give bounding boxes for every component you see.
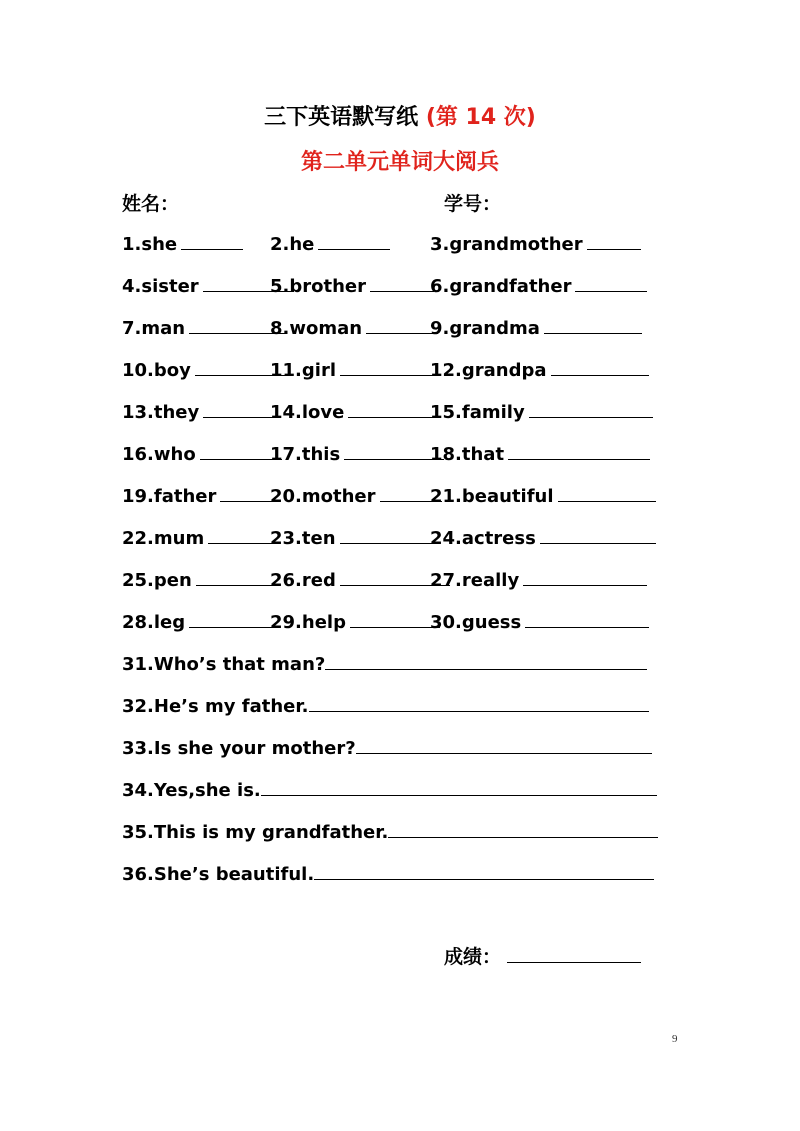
answer-blank[interactable] xyxy=(314,862,654,880)
word-label: 4.sister xyxy=(122,276,199,297)
answer-blank[interactable] xyxy=(366,316,438,334)
answer-blank[interactable] xyxy=(261,778,657,796)
sentence-label: 34.Yes,she is. xyxy=(122,780,261,801)
word-label: 1.she xyxy=(122,234,178,255)
word-label: 10.boy xyxy=(122,360,191,381)
word-label: 6.grandfather xyxy=(430,276,572,297)
word-label: 25.pen xyxy=(122,570,192,591)
page-title xyxy=(0,100,800,131)
answer-blank[interactable] xyxy=(523,568,647,586)
word-label: 17.this xyxy=(270,444,341,465)
word-label: 9.grandma xyxy=(430,318,540,339)
answer-blank[interactable] xyxy=(340,358,440,376)
sentence-label: 33.Is she your mother? xyxy=(122,738,356,759)
score-blank[interactable] xyxy=(507,945,641,963)
word-item xyxy=(122,358,285,381)
answer-blank[interactable] xyxy=(318,232,390,250)
word-label: 24.actress xyxy=(430,528,536,549)
word-label: 22.mum xyxy=(122,528,205,549)
answer-blank[interactable] xyxy=(551,358,649,376)
score-field xyxy=(444,942,641,969)
answer-blank[interactable] xyxy=(540,526,656,544)
word-item xyxy=(270,568,450,591)
word-label: 2.he xyxy=(270,234,315,255)
word-label: 29.help xyxy=(270,612,346,633)
word-label: 18.that xyxy=(430,444,505,465)
word-label: 27.really xyxy=(430,570,520,591)
answer-blank[interactable] xyxy=(181,232,243,250)
word-item xyxy=(430,316,642,339)
sentence-row xyxy=(122,736,652,759)
sentence-row xyxy=(122,652,647,675)
sentence-label: 32.He’s my father. xyxy=(122,696,309,717)
word-item xyxy=(270,274,434,297)
page-number: 9 xyxy=(672,1033,678,1045)
word-item xyxy=(122,274,293,297)
answer-blank[interactable] xyxy=(348,400,438,418)
answer-blank[interactable] xyxy=(370,274,434,292)
word-label: 19.father xyxy=(122,486,217,507)
word-item xyxy=(430,568,647,591)
answer-blank[interactable] xyxy=(575,274,647,292)
word-label: 13.they xyxy=(122,402,200,423)
word-item xyxy=(122,400,281,423)
word-label: 28.leg xyxy=(122,612,186,633)
sentence-row xyxy=(122,862,654,885)
answer-blank[interactable] xyxy=(525,610,649,628)
word-item xyxy=(430,610,649,633)
score-label: 成绩： xyxy=(444,946,502,968)
word-label: 12.grandpa xyxy=(430,360,547,381)
word-item xyxy=(430,232,641,255)
word-label: 20.mother xyxy=(270,486,376,507)
word-label: 3.grandmother xyxy=(430,234,583,255)
name-label: 姓名： xyxy=(122,193,180,215)
word-item xyxy=(430,400,653,423)
answer-blank[interactable] xyxy=(309,694,649,712)
sentence-label: 35.This is my grandfather. xyxy=(122,822,389,843)
word-label: 15.family xyxy=(430,402,525,423)
sentence-label: 31.Who’s that man? xyxy=(122,654,326,675)
word-label: 14.love xyxy=(270,402,345,423)
word-label: 26.red xyxy=(270,570,336,591)
answer-blank[interactable] xyxy=(544,316,642,334)
word-label: 16.who xyxy=(122,444,196,465)
answer-blank[interactable] xyxy=(189,610,273,628)
word-label: 11.girl xyxy=(270,360,336,381)
word-item xyxy=(122,316,285,339)
word-item xyxy=(270,358,440,381)
word-label: 8.woman xyxy=(270,318,363,339)
page-subtitle: 第二单元单词大阅兵 xyxy=(300,150,499,175)
word-item xyxy=(270,526,438,549)
word-item xyxy=(430,526,656,549)
word-label: 7.man xyxy=(122,318,186,339)
word-item xyxy=(430,442,650,465)
word-item xyxy=(270,610,440,633)
word-item xyxy=(122,610,273,633)
word-label: 21.beautiful xyxy=(430,486,554,507)
answer-blank[interactable] xyxy=(340,526,438,544)
answer-blank[interactable] xyxy=(558,484,656,502)
word-item xyxy=(430,274,647,297)
word-item xyxy=(430,358,649,381)
word-item xyxy=(430,484,656,507)
word-item xyxy=(270,484,442,507)
sentence-label: 36.She’s beautiful. xyxy=(122,864,315,885)
answer-blank[interactable] xyxy=(350,610,440,628)
word-item xyxy=(270,442,444,465)
sentence-row xyxy=(122,694,649,717)
word-label: 30.guess xyxy=(430,612,522,633)
word-label: 23.ten xyxy=(270,528,336,549)
word-item xyxy=(122,232,243,255)
answer-blank[interactable] xyxy=(529,400,653,418)
word-item xyxy=(122,526,280,549)
title-session: (第 14 次) xyxy=(425,105,536,130)
word-item xyxy=(270,316,438,339)
answer-blank[interactable] xyxy=(196,568,276,586)
word-item xyxy=(122,484,278,507)
sentence-row xyxy=(122,820,658,843)
answer-blank[interactable] xyxy=(587,232,641,250)
answer-blank[interactable] xyxy=(508,442,650,460)
student-id-label: 学号： xyxy=(444,193,502,215)
word-label: 5.brother xyxy=(270,276,366,297)
word-item xyxy=(270,400,438,423)
word-item xyxy=(122,442,282,465)
word-item xyxy=(270,232,390,255)
answer-blank[interactable] xyxy=(325,652,647,670)
answer-blank[interactable] xyxy=(388,820,658,838)
word-item xyxy=(122,568,276,591)
sentence-row xyxy=(122,778,657,801)
title-main: 三下英语默写纸 xyxy=(264,105,419,130)
answer-blank[interactable] xyxy=(356,736,652,754)
